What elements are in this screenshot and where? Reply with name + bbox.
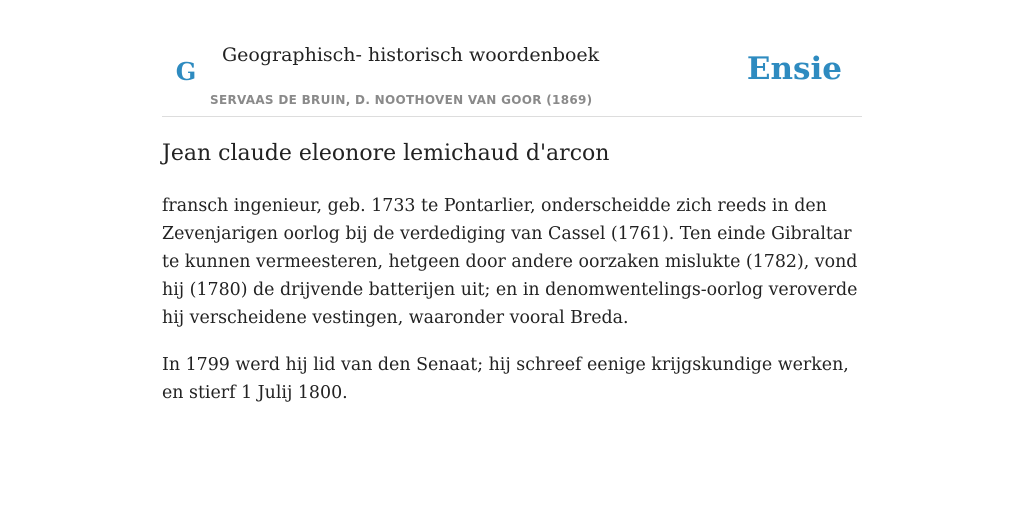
entry-paragraph: In 1799 werd hij lid van den Senaat; hij schreef eenige krijgskundige werken, en stierf 1 Julij 1800. — [162, 355, 849, 403]
entry-paragraph: fransch ingenieur, geb. 1733 te Pontarlier, onderscheidde zich reeds in den Zevenjarigen oorlog bij de verdediging van Cassel (1761). Ten einde Gibraltar te kunnen vermeesteren, hetgeen door andere oorzaken mislukte (1782), vond hij (1780) de drijvende batterijen uit; en in denomwentelings-oorlog veroverde hij verscheidene vestingen, waaronder vooral Breda. — [162, 196, 858, 328]
book-author: SERVAAS DE BRUIN, D. NOOTHOVEN VAN GOOR (1869) — [210, 93, 593, 107]
book-icon[interactable]: G — [175, 57, 197, 86]
book-title-link[interactable]: Geographisch- historisch woordenboek — [222, 44, 600, 66]
book-header — [162, 0, 862, 117]
entry-body — [162, 192, 862, 426]
ensie-logo-link[interactable]: Ensie — [746, 51, 842, 87]
entry-title: Jean claude eleonore lemichaud d'arcon — [162, 141, 610, 166]
